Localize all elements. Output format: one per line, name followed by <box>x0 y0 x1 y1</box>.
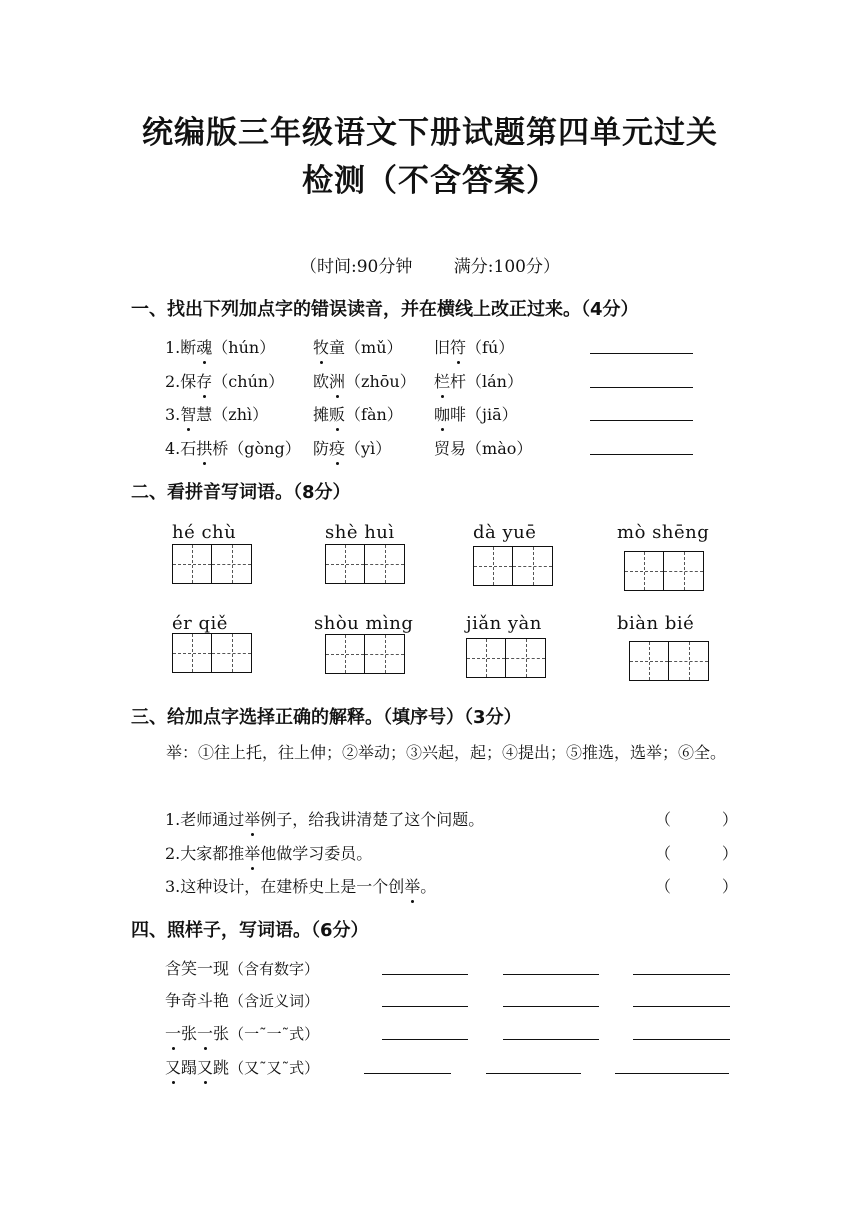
writing-cell[interactable] <box>212 633 252 673</box>
word-text <box>165 405 268 424</box>
question-text <box>165 877 436 896</box>
example-note: （含有数字） <box>229 960 320 978</box>
text-part: 张 <box>181 1024 198 1043</box>
word-text <box>434 338 514 357</box>
answer-blank[interactable] <box>364 1073 451 1074</box>
document-title-line1: 统编版三年级语文下册试题第四单元过关 <box>142 115 718 151</box>
dotted-char: 又 <box>165 1058 182 1077</box>
text-part: 例子，给我讲清楚了这个问题。 <box>260 810 485 829</box>
word-item <box>434 436 532 459</box>
tian-grid[interactable] <box>172 544 252 584</box>
tian-grid[interactable] <box>624 551 704 591</box>
dotted-char: 一 <box>165 1024 182 1043</box>
answer-blank[interactable] <box>615 1073 729 1074</box>
word-text <box>313 439 391 458</box>
text-part: 2.大家都推 <box>165 844 245 863</box>
text-part: 啡（jiā） <box>450 405 518 424</box>
dotted-char: 举 <box>244 810 261 829</box>
word-item <box>434 402 518 425</box>
text-part: 慧（zhì） <box>196 405 269 424</box>
text-part: 旧 <box>434 338 451 357</box>
example-item <box>165 956 319 979</box>
writing-cell[interactable] <box>172 544 212 584</box>
pinyin-label: ér qiě <box>172 613 228 634</box>
text-part: 防 <box>313 439 330 458</box>
text-part: 。 <box>420 877 437 896</box>
writing-cell[interactable] <box>669 641 709 681</box>
answer-blank[interactable] <box>503 1006 599 1007</box>
dotted-char: 洲 <box>329 372 346 391</box>
answer-blank[interactable] <box>382 974 468 975</box>
dotted-char: 一 <box>197 1024 214 1043</box>
text-part: 4.石 <box>165 439 197 458</box>
text-part: 他做学习委员。 <box>260 844 373 863</box>
answer-blank[interactable] <box>382 1039 468 1040</box>
text-part: 跳 <box>213 1058 230 1077</box>
pinyin-label: dà yuē <box>473 522 537 543</box>
answer-blank[interactable] <box>486 1073 581 1074</box>
text-part: （yì） <box>345 439 392 458</box>
writing-cell[interactable] <box>513 546 553 586</box>
text-part: 贸易 <box>434 439 467 458</box>
word-text <box>313 405 403 424</box>
text-part: 张 <box>213 1024 230 1043</box>
word-item <box>313 335 403 358</box>
tian-grid[interactable] <box>473 546 553 586</box>
exam-score: 满分:100分） <box>453 257 560 277</box>
dotted-char: 智 <box>180 405 197 424</box>
writing-cell[interactable] <box>365 544 405 584</box>
question-text <box>165 844 372 863</box>
answer-paren[interactable]: （ ） <box>655 844 738 863</box>
pinyin-label: mò shēng <box>617 522 710 543</box>
text-part: （zhōu） <box>345 372 416 391</box>
word-text <box>313 338 403 357</box>
question-item <box>165 874 436 897</box>
section3-heading: 三、给加点字选择正确的解释。（填序号）（3分） <box>131 707 522 728</box>
word-text <box>165 439 301 458</box>
section4-heading: 四、照样子，写词语。（6分） <box>131 920 369 941</box>
section2-heading: 二、看拼音写词语。（8分） <box>131 482 351 503</box>
text-part: 童（mǔ） <box>329 338 403 357</box>
dotted-char: 举 <box>244 844 261 863</box>
writing-cell[interactable] <box>664 551 704 591</box>
answer-paren[interactable]: （ ） <box>655 877 738 896</box>
example-item <box>165 1055 319 1078</box>
answer-blank[interactable] <box>503 1039 599 1040</box>
example-note: （一˜一˜式） <box>229 1025 320 1043</box>
section3-definition: 举：①往上托，往上伸；②举动；③兴起，起；④提出；⑤推选，选举；⑥全。 <box>166 743 727 762</box>
word-item <box>434 335 514 358</box>
dotted-char: 存 <box>196 372 213 391</box>
word-text <box>434 439 532 458</box>
answer-blank[interactable] <box>633 974 730 975</box>
word-item <box>165 402 268 425</box>
answer-paren[interactable]: （ ） <box>655 810 738 829</box>
answer-blank[interactable] <box>590 454 693 455</box>
exam-time: （时间:90分钟 <box>300 257 413 277</box>
answer-blank[interactable] <box>590 420 693 421</box>
text-part: 蹋 <box>181 1058 198 1077</box>
example-word: 争奇斗艳 <box>165 991 230 1010</box>
writing-cell[interactable] <box>212 544 252 584</box>
text-part: 摊 <box>313 405 330 424</box>
writing-cell[interactable] <box>629 641 669 681</box>
pinyin-label: shòu mìng <box>314 613 414 634</box>
pinyin-label: hé chù <box>172 522 237 543</box>
writing-cell[interactable] <box>365 634 405 674</box>
section1-heading: 一、找出下列加点字的错误读音，并在横线上改正过来。（4分） <box>131 299 639 320</box>
document-title-line2: 检测（不含答案） <box>302 163 558 199</box>
word-item <box>313 436 391 459</box>
text-part: （fàn） <box>345 405 403 424</box>
example-item <box>165 1021 319 1044</box>
pinyin-label: biàn bié <box>617 613 695 634</box>
dotted-char: 拱 <box>196 439 213 458</box>
question-text <box>165 810 484 829</box>
dotted-char: 栏 <box>434 372 451 391</box>
pinyin-label: shè huì <box>325 522 395 543</box>
tian-grid[interactable] <box>325 544 405 584</box>
writing-cell[interactable] <box>624 551 664 591</box>
text-part: （chún） <box>212 372 285 391</box>
answer-blank[interactable] <box>590 387 693 388</box>
dotted-char: 举 <box>404 877 421 896</box>
example-note: （含近义词） <box>229 992 320 1010</box>
text-part: 桥（gòng） <box>212 439 301 458</box>
word-text <box>434 372 523 391</box>
writing-cell[interactable] <box>172 633 212 673</box>
text-part: 3. <box>165 405 181 424</box>
word-item <box>165 369 284 392</box>
dotted-char: 咖 <box>434 405 451 424</box>
text-part: 3.这种设计，在建桥史上是一个创 <box>165 877 405 896</box>
text-part: 2.保 <box>165 372 197 391</box>
dotted-char: 贩 <box>329 405 346 424</box>
dotted-char: 牧 <box>313 338 330 357</box>
word-item <box>165 335 275 358</box>
dotted-char: 又 <box>197 1058 214 1077</box>
writing-cell[interactable] <box>466 638 506 678</box>
tian-grid[interactable] <box>172 633 252 673</box>
writing-cell[interactable] <box>473 546 513 586</box>
answer-blank[interactable] <box>382 1006 468 1007</box>
dotted-char: 符 <box>450 338 467 357</box>
writing-cell[interactable] <box>506 638 546 678</box>
example-word: 含笑一现 <box>165 959 230 978</box>
word-text <box>165 372 284 391</box>
tian-grid[interactable] <box>629 641 709 681</box>
answer-blank[interactable] <box>633 1039 730 1040</box>
text-part: 1.老师通过 <box>165 810 245 829</box>
question-item <box>165 841 372 864</box>
text-part: 欧 <box>313 372 330 391</box>
exam-meta <box>0 252 860 277</box>
text-part: 1.断 <box>165 338 197 357</box>
dotted-char: 魂 <box>196 338 213 357</box>
word-item <box>313 369 416 392</box>
tian-grid[interactable] <box>325 634 405 674</box>
word-text <box>165 338 275 357</box>
writing-cell[interactable] <box>325 634 365 674</box>
pinyin-label: jiǎn yàn <box>466 613 542 634</box>
answer-blank[interactable] <box>590 353 693 354</box>
text-part: 杆（lán） <box>450 372 523 391</box>
text-part: （mào） <box>466 439 533 458</box>
text-part: （hún） <box>212 338 276 357</box>
text-part: （fú） <box>466 338 515 357</box>
writing-cell[interactable] <box>325 544 365 584</box>
word-text <box>434 405 518 424</box>
dotted-char: 疫 <box>329 439 346 458</box>
word-item <box>434 369 523 392</box>
word-text <box>313 372 416 391</box>
word-item <box>165 436 301 459</box>
example-note: （又˜又˜式） <box>229 1059 320 1077</box>
tian-grid[interactable] <box>466 638 546 678</box>
answer-blank[interactable] <box>633 1006 730 1007</box>
question-item <box>165 807 484 830</box>
answer-blank[interactable] <box>503 974 599 975</box>
word-item <box>313 402 403 425</box>
example-item <box>165 988 319 1011</box>
